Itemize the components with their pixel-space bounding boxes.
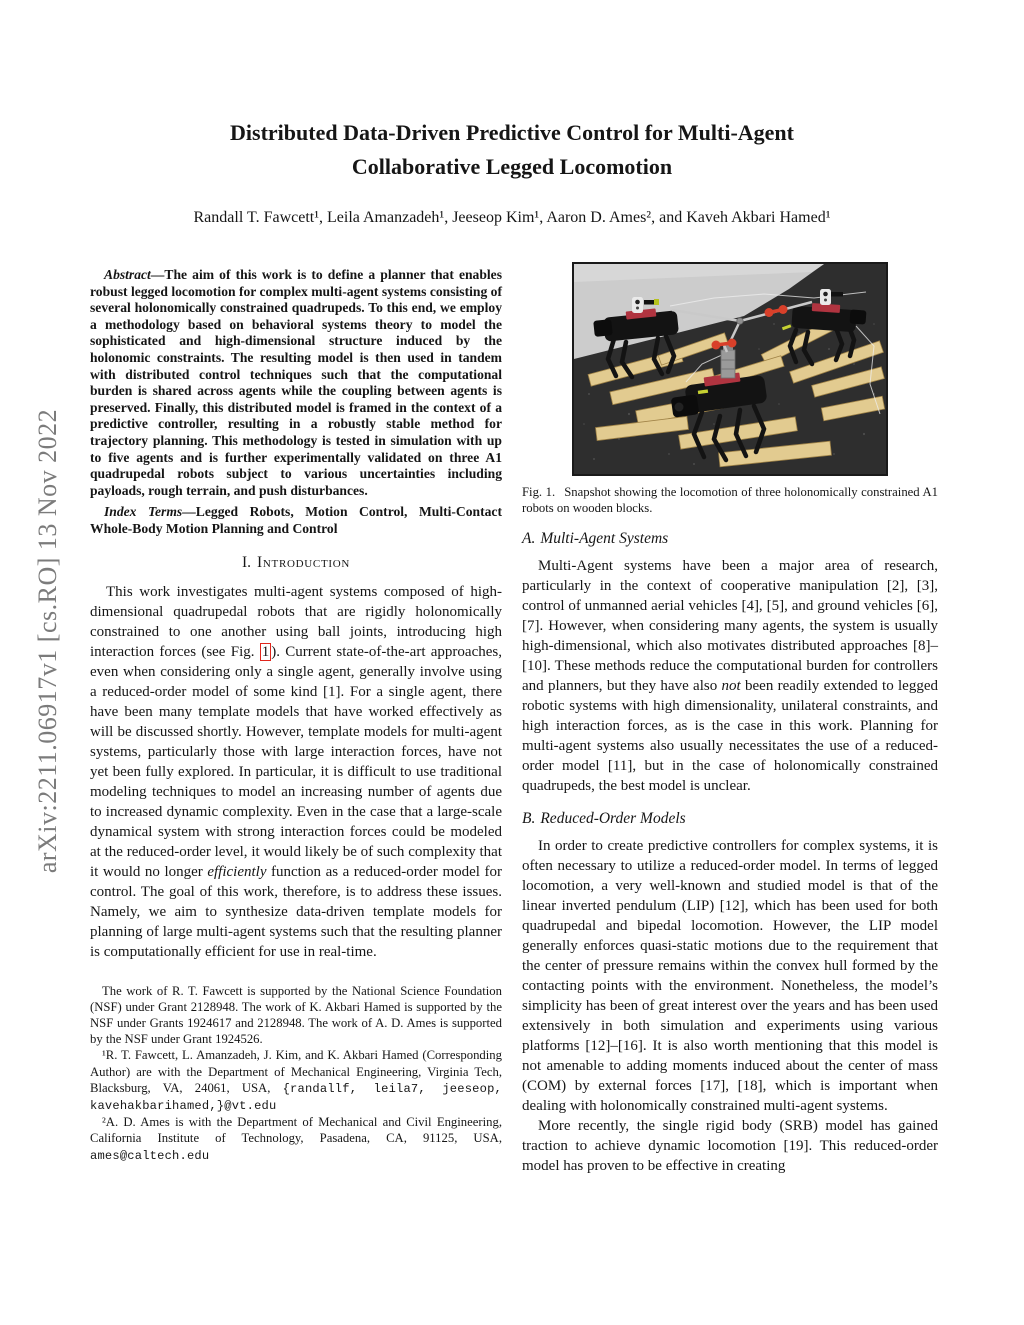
abstract-label: Abstract— xyxy=(104,267,165,282)
introduction-paragraph xyxy=(90,582,502,962)
affiliation-2-email: ames@caltech.edu xyxy=(90,1148,210,1163)
abstract-text: The aim of this work is to define a planner that enables robust legged locomotion for complex multi-agent systems consisting of several holonomically constrained quadrupeds. To this end, we employ a methodology based on behavioral systems theory to model the sophisticated and high-dimensional structure induced by the holonomic constraints. The resulting model is then used in tandem with distributed control techniques such that the computational burden is shared across agents while the coupling between agents is preserved. Finally, this distributed model is framed in the context of a predictive controller, resulting in a robustly stable method for trajectory planning. This methodology is tested in simulation with up to five agents and is further experimentally validated on three A1 quadrupedal robots subject to various uncertainties including payloads, rough terrain, and push disturbances. xyxy=(90,267,502,498)
section-heading-introduction xyxy=(90,554,502,572)
index-terms-paragraph xyxy=(90,504,502,537)
section-b-title: Reduced-Order Models xyxy=(540,810,686,827)
figure-1-caption xyxy=(522,484,938,516)
index-terms-label: Index Terms— xyxy=(104,504,196,520)
intro-seg1: This work investigates multi-agent systems composed of high-dimensional quadrupedal robots that are rigidly holonomically constrained to one another using ball joints, introducing high interaction forces (see Fig. xyxy=(90,583,502,660)
section-b-label: B. xyxy=(522,810,536,827)
intro-seg3: function as a reduced-order model for control. The goal of this work, therefore, is to address these issues. Namely, we aim to synthesize data-driven template models for planning of large multi-agent systems such that the resulting planner is computationally efficient for use in real-time. xyxy=(90,863,502,960)
figure-1-link[interactable]: 1 xyxy=(261,643,270,660)
left-column xyxy=(90,267,502,1164)
paper-title-line2: Collaborative Legged Locomotion xyxy=(351,154,673,179)
section-heading-a xyxy=(522,530,938,548)
abstract-paragraph xyxy=(90,267,502,499)
section-number: I. xyxy=(241,553,252,571)
paper-title-line1: Distributed Data-Driven Predictive Control for Multi-Agent xyxy=(230,120,794,145)
affiliation-2-text: ²A. D. Ames is with the Department of Mechanical and Civil Engineering, California Institute of Technology, Pasadena, CA, 91125, USA, xyxy=(90,1115,502,1146)
footnote-affiliation-2 xyxy=(90,1114,502,1164)
intro-seg2: ). Current state-of-the-art approaches, even when considering only a single agent, generally involve using a reduced-order model of some kind [1]. For a single agent, there have been many template models that have worked effectively as will be discussed shortly. However, template models for multi-agent systems, particularly those with large interaction forces, have not yet been fully explored. In particular, it is difficult to use traditional modeling techniques to model an increasing number of agents due to increased dynamic complexity. Even in the case that a large-scale dynamical system with strong interaction forces could be modeled at the reduced-order level, it would likely be of such complexity that it would no longer xyxy=(90,643,502,880)
section-a-title: Multi-Agent Systems xyxy=(540,530,669,547)
paragraph-reduced-order-2: More recently, the single rigid body (SRB) model has gained traction to achieve dynamic locomotion [19]. This reduced-order model has proven to be effective in creating xyxy=(522,1118,938,1174)
section-heading-b xyxy=(522,810,938,828)
figure-1-photo xyxy=(572,262,888,476)
sensor-tower xyxy=(721,343,735,378)
footnote-affiliation-1 xyxy=(90,1047,502,1114)
footnotes-block xyxy=(90,983,502,1164)
para-a-seg2: been readily extended to legged robotic systems with high dimensionality, unilateral constraints, and high interaction forces, as is the case in this work. Planning for multi-agent systems also usually necessitates the use of a reduced-order model [11], but in the case of holonomically constrained quadrupeds, the best model is unclear. xyxy=(522,678,938,794)
right-column xyxy=(522,256,938,1176)
arxiv-watermark: arXiv:2211.06917v1 [cs.RO] 13 Nov 2022 xyxy=(33,408,62,874)
section-a-label: A. xyxy=(522,530,536,547)
section-title: Introduction xyxy=(257,553,351,571)
robots-photo-illustration xyxy=(574,264,886,474)
affiliation-1-text: ¹R. T. Fawcett, L. Amanzadeh, J. Kim, and K. Akbari Hamed (Corresponding Author) are with the Department of Mechanical Engineering, Virginia Tech, Blacksburg, VA, 24061, USA, xyxy=(90,1048,502,1095)
para-a-seg1: Multi-Agent systems have been a major area of research, particularly in the context of cooperative manipulation [2], [3], control of unmanned aerial vehicles [4], [5], and ground vehicles [6], [7]. However, when considering many agents, the system is usually high-dimensional, which also motivates distributed approaches [8]–[10]. These methods reduce the computational burden for controllers and planners, but they have also xyxy=(522,558,938,694)
para-a-italic-word: not xyxy=(721,678,741,694)
paper-title xyxy=(0,116,1024,184)
authors-line: Randall T. Fawcett¹, Leila Amanzadeh¹, Jeeseop Kim¹, Aaron D. Ames², and Kaveh Akbari Hamed¹ xyxy=(193,209,831,226)
caption-text: Snapshot showing the locomotion of three holonomically constrained A1 robots on wooden blocks. xyxy=(522,485,938,515)
intro-italic-word: efficiently xyxy=(207,863,267,880)
affiliation-1-email: {randallf, leila7, jeeseop, kavehakbarihamed,}@vt.edu xyxy=(90,1081,502,1113)
paragraph-reduced-order-1: In order to create predictive controllers for complex systems, it is often necessary to utilize a reduced-order model. In terms of legged locomotion, a very well-known and studied model is that of the linear inverted pendulum (LIP) [12], which has been used for both quadrupedal and bipedal locomotion. However, the LIP model generally enforces quasi-static motions due to the requirement that the center of pressure remains within the convex hull formed by the contacting points with the environment. Nonetheless, the model’s simplicity has been of great interest over the years and has been used extensively in both simulation and experiments using various platforms [12]–[16]. It is also worth mentioning that this model is not amenable to adding moments induced about the center of mass (COM) by external forces [17], [18], which is important when dealing with holonomically constrained multi-agent systems. xyxy=(522,838,938,1114)
footnote-funding: The work of R. T. Fawcett is supported by the National Science Foundation (NSF) under Grant 2128948. The work of K. Akbari Hamed is supported by the NSF under Grants 1924617 and 2128948. The work of A. D. Ames is supported by the NSF under Grant 1924526. xyxy=(90,983,502,1047)
index-terms-text: Legged Robots, Motion Control, Multi-Contact Whole-Body Motion Planning and Control xyxy=(90,504,502,536)
caption-label: Fig. 1. xyxy=(522,485,556,499)
paragraph-multi-agent xyxy=(522,556,938,796)
